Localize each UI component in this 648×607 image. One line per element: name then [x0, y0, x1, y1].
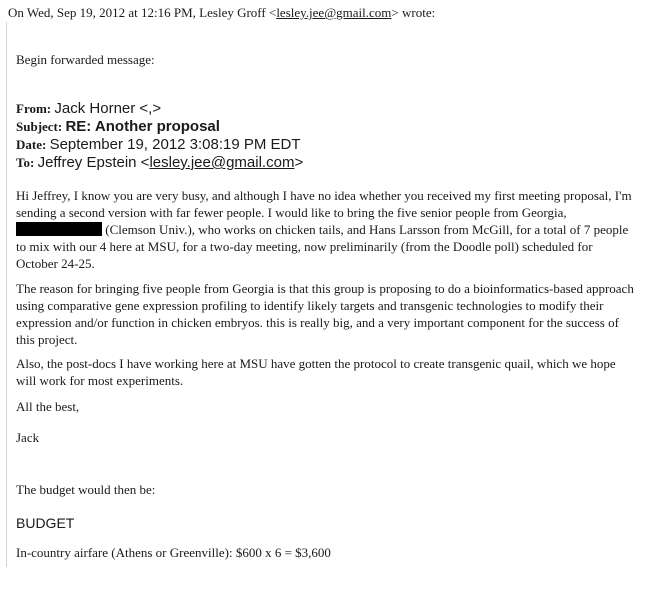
p1-text-before: Hi Jeffrey, I know you are very busy, and although I have no idea whether you received my first meeting proposal, I'm sending a second version with far fewer people. I would like to bring the five senior people from Georgia, [16, 188, 632, 220]
budget-intro: The budget would then be: [16, 482, 156, 497]
quote-attribution [8, 5, 435, 21]
body-paragraph-3: Also, the post-docs I have working here at MSU have gotten the protocol to create transgenic quail, which we hope will work for most experiments. [16, 356, 616, 388]
forward-notice: Begin forwarded message: [16, 52, 155, 67]
body-paragraph-1 [16, 187, 636, 272]
forwarded-headers [16, 100, 303, 172]
quote-bar [6, 22, 7, 567]
to-label: To: [16, 155, 35, 170]
attribution-prefix: On Wed, Sep 19, 2012 at 12:16 PM, Lesley Groff < [8, 5, 277, 20]
attribution-suffix: > wrote: [391, 5, 436, 20]
recipient-email-link[interactable]: lesley.jee@gmail.com [149, 154, 295, 171]
to-suffix: > [294, 154, 304, 171]
p1-text-after: (Clemson Univ.), who works on chicken tails, and Hans Larsson from McGill, for a total of 7 people to mix with our 4 here at MSU, for a two-day meeting, now preliminarily (from the Doodle poll) scheduled for October 24-25. [16, 222, 629, 271]
subject-value: RE: Another proposal [65, 118, 220, 135]
signoff: All the best, [16, 399, 80, 414]
from-label: From: [16, 101, 52, 116]
header-to [16, 154, 303, 172]
subject-label: Subject: [16, 119, 63, 134]
body-paragraph-2: The reason for bringing five people from Georgia is that this group is proposing to do a bioinformatics-based approach using comparative gene expression profiling to identify likely targets and transgenic technologies to modify their expression and/or function in chicken embryos. this is really big, and a very important component for the success of this project. [16, 281, 634, 347]
from-value: Jack Horner <,> [54, 100, 162, 117]
to-name: Jeffrey Epstein < [37, 154, 150, 171]
date-value: September 19, 2012 3:08:19 PM EDT [49, 136, 301, 153]
signature: Jack [16, 430, 40, 445]
header-date [16, 136, 303, 154]
budget-heading: BUDGET [16, 515, 75, 531]
header-from [16, 100, 303, 118]
budget-line-airfare: In-country airfare (Athens or Greenville): $600 x 6 = $3,600 [16, 545, 331, 560]
redaction-box [16, 222, 102, 236]
date-label: Date: [16, 137, 47, 152]
header-subject [16, 118, 303, 136]
sender-email-link[interactable]: lesley.jee@gmail.com [276, 5, 392, 20]
